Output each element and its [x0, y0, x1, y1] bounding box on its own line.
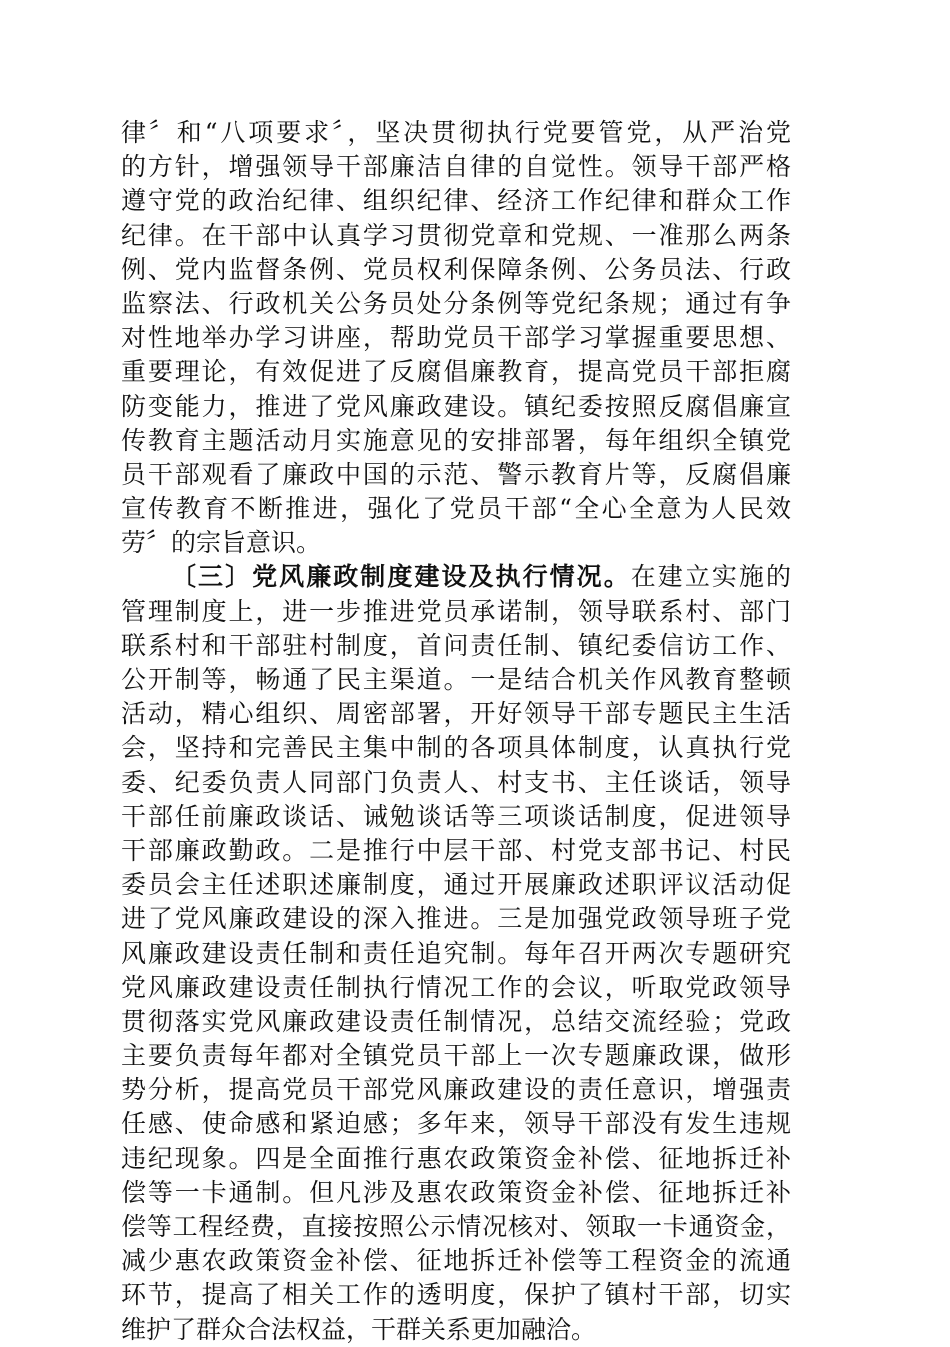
text-line: 防变能力，推进了党风廉政建设。镇纪委按照反腐倡廉宣 [121, 391, 791, 421]
text-run: 在建立实施的 [630, 562, 791, 592]
text-line: 党风廉政建设责任制执行情况工作的会议，听取党政领导 [121, 972, 791, 1002]
text-line: 管理制度上，进一步推进党员承诺制，领导联系村、部门 [121, 596, 791, 626]
text-line: 环节，提高了相关工作的透明度，保护了镇村干部，切实 [121, 1280, 791, 1310]
text-line: 减少惠农政策资金补偿、征地拆迁补偿等工程资金的流通 [121, 1246, 791, 1276]
text-line: 的方针，增强领导干部廉洁自律的自觉性。领导干部严格 [121, 152, 791, 182]
text-line: 偿等工程经费，直接按照公示情况核对、领取一卡通资金， [121, 1212, 791, 1241]
text-line: 会，坚持和完善民主集中制的各项具体制度，认真执行党 [121, 733, 791, 763]
paragraph-system-building [121, 560, 791, 1346]
text-line: 传教育主题活动月实施意见的安排部署，每年组织全镇党 [121, 425, 791, 455]
text-line: 监察法、行政机关公务员处分条例等党纪条规；通过有争 [121, 288, 791, 318]
text-line: 委员会主任述职述廉制度，通过开展廉政述职评议活动促 [121, 870, 791, 900]
text-line: 遵守党的政治纪律、组织纪律、经济工作纪律和群众工作 [121, 186, 791, 216]
text-line: 对性地举办学习讲座，帮助党员干部学习掌握重要思想、 [121, 323, 791, 353]
text-line: 律〞和“八项要求〞，坚决贯彻执行党要管党，从严治党 [121, 118, 791, 147]
paragraph-first-line [121, 560, 791, 594]
text-line: 员干部观看了廉政中国的示范、警示教育片等，反腐倡廉 [121, 459, 791, 489]
text-line: 联系村和干部驻村制度，首问责任制、镇纪委信访工作、 [121, 630, 791, 660]
text-line: 贯彻落实党风廉政建设责任制情况，总结交流经验；党政 [121, 1006, 791, 1036]
text-line: 偿等一卡通制。但凡涉及惠农政策资金补偿、征地拆迁补 [121, 1177, 791, 1207]
text-line: 风廉政建设责任制和责任追究制。每年召开两次专题研究 [121, 938, 791, 968]
text-line: 公开制等，畅通了民主渠道。一是结合机关作风教育整顿 [121, 665, 791, 694]
text-line: 宣传教育不断推进，强化了党员干部“全心全意为人民效 [121, 494, 791, 524]
text-line: 重要理论，有效促进了反腐倡廉教育，提高党员干部拒腐 [121, 357, 791, 387]
text-line: 主要负责每年都对全镇党员干部上一次专题廉政课，做形 [121, 1041, 791, 1071]
text-line: 活动，精心组织、周密部署，开好领导干部专题民主生活 [121, 699, 791, 729]
text-line: 干部廉政勤政。二是推行中层干部、村党支部书记、村民 [121, 835, 791, 865]
text-line: 维护了群众合法权益，干群关系更加融洽。 [121, 1314, 597, 1344]
text-line: 劳〞的宗旨意识。 [121, 528, 322, 558]
text-line: 进了党风廉政建设的深入推进。三是加强党政领导班子党 [121, 904, 791, 934]
text-line: 委、纪委负责人同部门负责人、村支书、主任谈话，领导 [121, 767, 791, 797]
text-line: 势分析，提高党员干部党风廉政建设的责任意识，增强责 [121, 1075, 791, 1105]
document-body [121, 116, 791, 1347]
paragraph-discipline-education [121, 116, 791, 560]
text-line: 例、党内监督条例、党员权利保障条例、公务员法、行政 [121, 254, 791, 284]
text-line: 任感、使命感和紧迫感；多年来，领导干部没有发生违规 [121, 1109, 791, 1139]
text-line: 违纪现象。四是全面推行惠农政策资金补偿、征地拆迁补 [121, 1143, 791, 1173]
text-line: 纪律。在干部中认真学习贯彻党章和党规、一准那么两条 [121, 220, 791, 250]
text-line: 干部任前廉政谈话、诫勉谈话等三项谈话制度，促进领导 [121, 801, 791, 831]
section-heading: 〔三〕党风廉政制度建设及执行情况。 [171, 562, 631, 592]
